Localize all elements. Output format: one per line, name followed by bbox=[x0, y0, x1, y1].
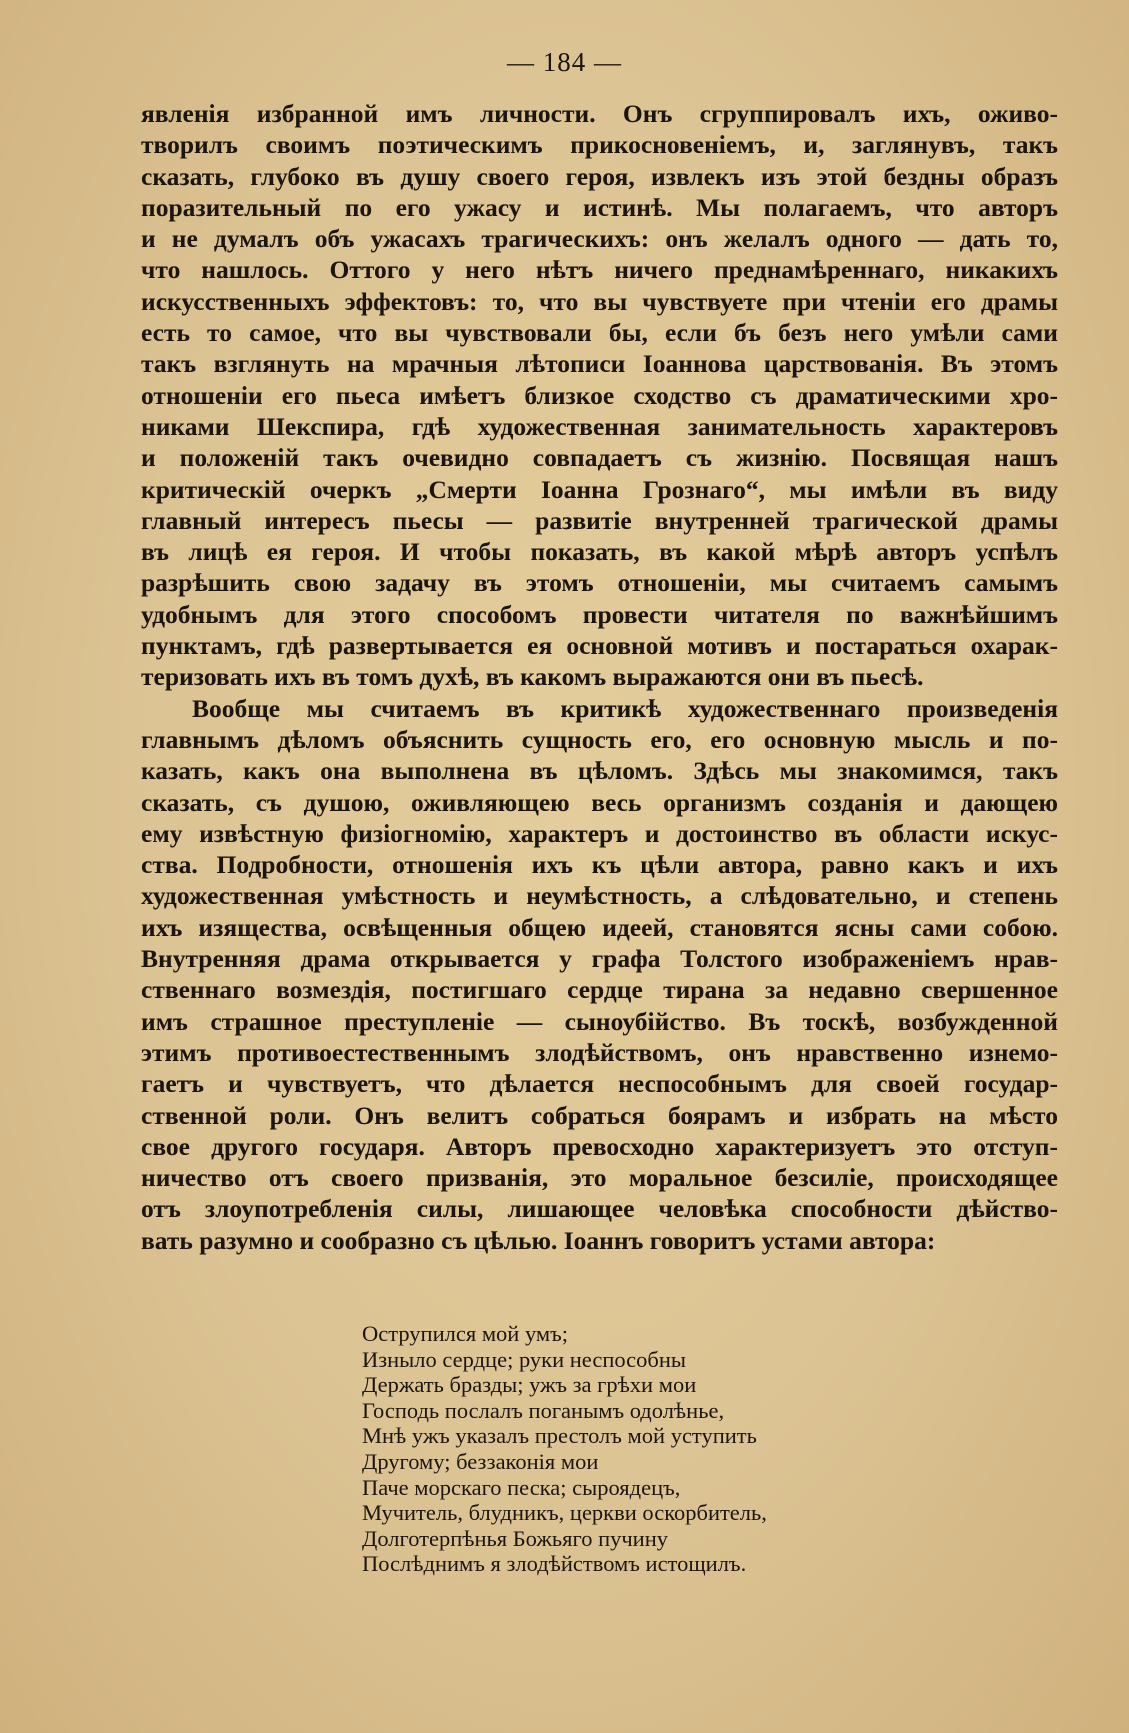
text-line: и не думалъ объ ужасахъ трагическихъ: онъ желалъ одного — дать то, bbox=[141, 224, 1058, 254]
text-line: отношеніи его пьеса имѣетъ близкое сходство съ драматическими хро- bbox=[141, 380, 1058, 410]
verse-line: Послѣднимъ я злодѣйствомъ истощилъ. bbox=[362, 1551, 747, 1577]
text-line: разрѣшить свою задачу въ этомъ отношеніи, мы считаемъ самымъ bbox=[141, 568, 1058, 598]
text-line: имъ страшное преступленіе — сыноубійство. Въ тоскѣ, возбужденной bbox=[141, 1006, 1058, 1036]
text-line: искусственныхъ эффектовъ: то, что вы чувствуете при чтеніи его драмы bbox=[141, 286, 1058, 316]
text-line: въ лицѣ ея героя. И чтобы показать, въ какой мѣрѣ авторъ успѣлъ bbox=[141, 537, 1058, 567]
verse-line: Другому; беззаконія мои bbox=[362, 1448, 599, 1474]
text-line: отъ злоупотребленія силы, лишающее человѣка способности дѣйство- bbox=[141, 1194, 1058, 1224]
verse-quotation bbox=[362, 1321, 962, 1577]
text-line: никами Шекспира, гдѣ художественная занимательность характеровъ bbox=[141, 411, 1058, 441]
text-line: ничество отъ своего призванія, это моральное безсиліе, происходящее bbox=[141, 1163, 1058, 1193]
text-line: Внутренняя драма открывается у графа Толстого изображеніемъ нрав- bbox=[141, 944, 1058, 974]
text-line: ихъ изящества, освѣщенныя общею идеей, становятся ясны сами собою. bbox=[141, 912, 1058, 942]
text-line: и положеній такъ очевидно совпадаетъ съ жизнію. Посвящая нашъ bbox=[141, 443, 1058, 473]
text-line: есть то самое, что вы чувствовали бы, если бъ безъ него умѣли сами bbox=[141, 318, 1058, 348]
verse-line: Мнѣ ужъ указалъ престолъ мой уступить bbox=[362, 1423, 757, 1449]
verse-line: Господь послалъ поганымъ одолѣнье, bbox=[362, 1397, 725, 1423]
text-line: сказать, съ душою, оживляющею весь организмъ созданія и дающею bbox=[141, 787, 1058, 817]
text-line: казать, какъ она выполнена въ цѣломъ. Здѣсь мы знакомимся, такъ bbox=[141, 756, 1058, 786]
verse-line: Мучитель, блудникъ, церкви оскорбитель, bbox=[362, 1500, 767, 1526]
text-line: главный интересъ пьесы — развитіе внутренней трагической драмы bbox=[141, 505, 1058, 535]
text-line: гаетъ и чувствуетъ, что дѣлается неспособнымъ для своей государ- bbox=[141, 1069, 1058, 1099]
verse-line: Паче морскаго песка; сыроядецъ, bbox=[362, 1474, 681, 1500]
text-line: ственнаго возмездія, постигшаго сердце тирана за недавно свершенное bbox=[141, 975, 1058, 1005]
body-text bbox=[141, 98, 1058, 1256]
text-line: Вообще мы считаемъ въ критикѣ художественнаго произведенія bbox=[192, 693, 1058, 723]
paragraph-1 bbox=[141, 98, 1058, 693]
text-line: теризовать ихъ въ томъ духѣ, въ какомъ выражаются они въ пьесѣ. bbox=[141, 662, 924, 692]
text-line: ства. Подробности, отношенія ихъ къ цѣли автора, равно какъ и ихъ bbox=[141, 850, 1058, 880]
text-line: творилъ своимъ поэтическимъ прикосновеніемъ, и, заглянувъ, такъ bbox=[141, 130, 1058, 160]
text-line: что нашлось. Оттого у него нѣтъ ничего преднамѣреннаго, никакихъ bbox=[141, 255, 1058, 285]
text-line: поразительный по его ужасу и истинѣ. Мы полагаемъ, что авторъ bbox=[141, 192, 1058, 222]
text-line: этимъ противоестественнымъ злодѣйствомъ, онъ нравственно изнемо- bbox=[141, 1037, 1058, 1067]
text-line: вать разумно и сообразно съ цѣлью. Іоаннъ говоритъ устами автора: bbox=[141, 1225, 936, 1255]
text-line: удобнымъ для этого способомъ провести читателя по важнѣйшимъ bbox=[141, 599, 1058, 629]
text-line: ственной роли. Онъ велитъ собраться боярамъ и избрать на мѣсто bbox=[141, 1100, 1058, 1130]
paragraph-2 bbox=[141, 693, 1058, 1256]
verse-line: Долготерпѣнья Божьяго пучину bbox=[362, 1525, 669, 1551]
text-line: явленія избранной имъ личности. Онъ сгруппировалъ ихъ, оживо- bbox=[141, 99, 1058, 128]
text-line: свое другого государя. Авторъ превосходно характеризуетъ это отступ- bbox=[141, 1131, 1058, 1161]
verse-line: Изныло сердце; руки неспособны bbox=[362, 1346, 687, 1372]
text-line: художественная умѣстность и неумѣстность, а слѣдовательно, и степень bbox=[141, 881, 1058, 911]
text-line: главнымъ дѣломъ объяснить сущность его, его основную мысль и по- bbox=[141, 724, 1058, 754]
page-number: — 184 — bbox=[507, 47, 622, 77]
text-line: критическій очеркъ „Смерти Іоанна Грознаго“, мы имѣли въ виду bbox=[141, 474, 1058, 504]
verse-line: Острупился мой умъ; bbox=[362, 1321, 569, 1346]
verse-line: Держать бразды; ужъ за грѣхи мои bbox=[362, 1372, 697, 1398]
text-line: ему извѣстную физіогномію, характеръ и достоинство въ области искус- bbox=[141, 818, 1058, 848]
text-line: пунктамъ, гдѣ развертывается ея основной мотивъ и постараться охарак- bbox=[141, 631, 1058, 661]
text-line: сказать, глубоко въ душу своего героя, извлекъ изъ этой бездны образъ bbox=[141, 161, 1058, 191]
text-line: такъ взглянуть на мрачныя лѣтописи Іоаннова царствованія. Въ этомъ bbox=[141, 349, 1058, 379]
